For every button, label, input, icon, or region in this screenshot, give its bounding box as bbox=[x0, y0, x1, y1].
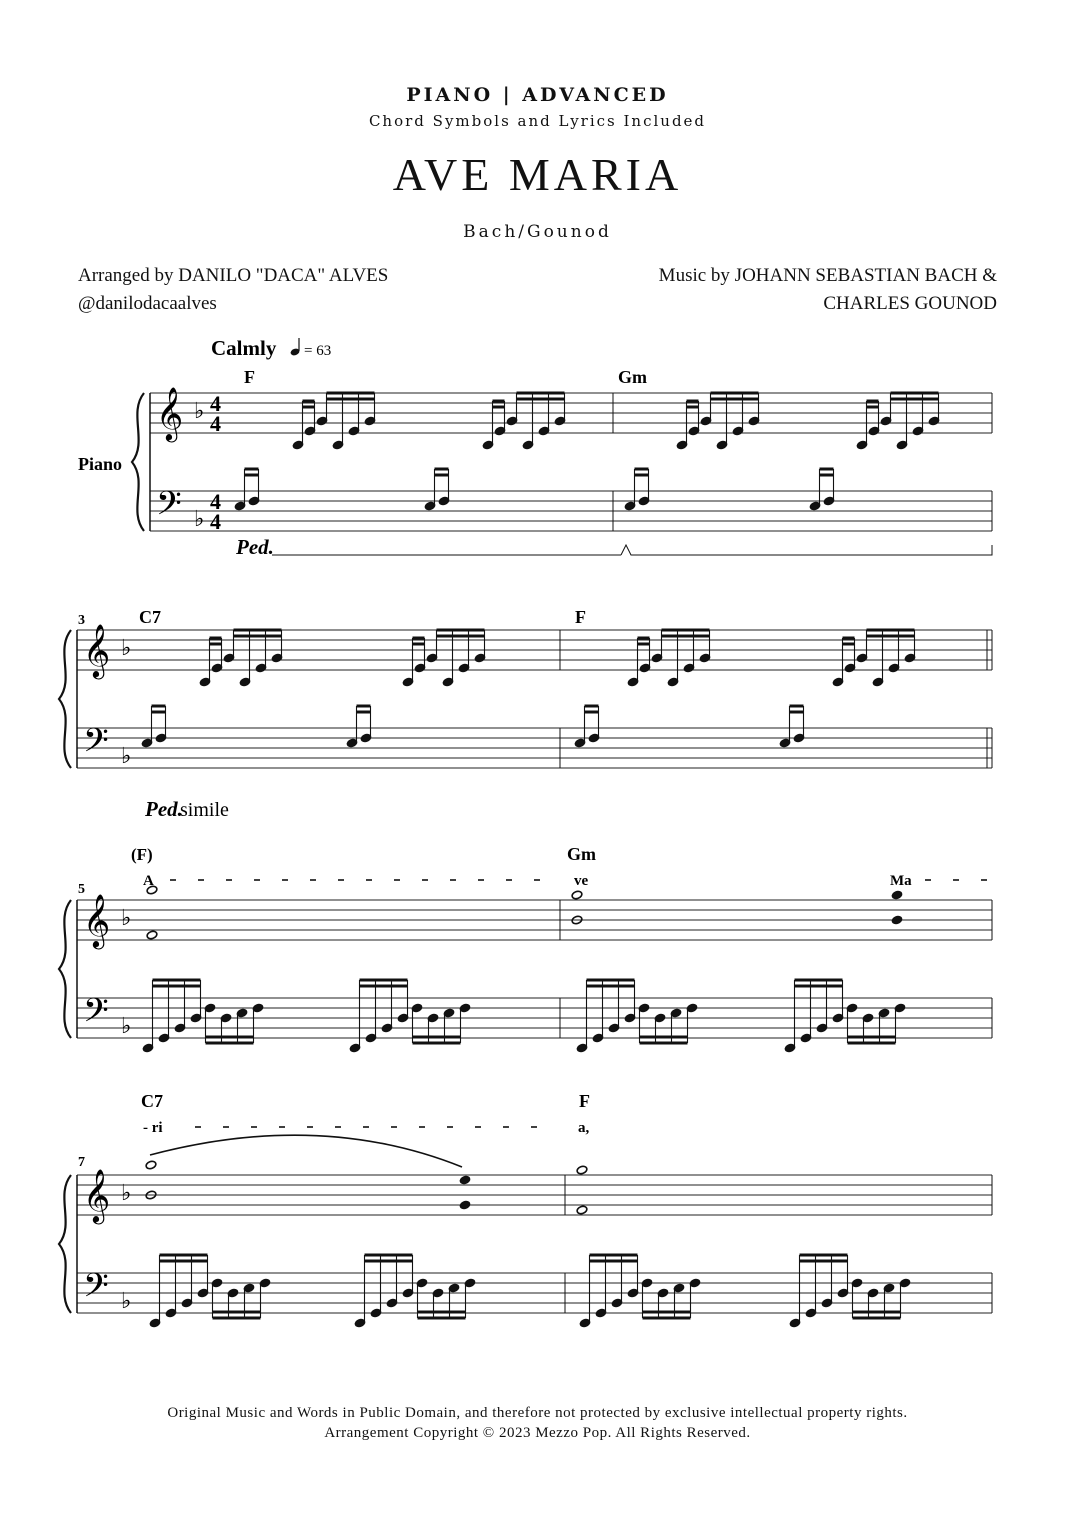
treble-clef-icon: 𝄞 bbox=[83, 625, 111, 676]
lyric-syllable: Ma bbox=[890, 873, 912, 889]
pedal-mark-2: Ped. bbox=[145, 797, 183, 821]
chord-symbol: Gm bbox=[618, 367, 647, 387]
lyric-syllable: A bbox=[143, 873, 154, 889]
measure-number: 3 bbox=[78, 613, 85, 628]
treble-clef-icon: 𝄞 bbox=[83, 895, 111, 946]
flat-icon: ♭ bbox=[121, 1180, 132, 1205]
time-signature: 4 bbox=[210, 509, 221, 534]
bass-clef-icon: 𝄢 bbox=[83, 992, 109, 1037]
song-title: AVE MARIA bbox=[392, 149, 683, 200]
tempo-value: = 63 bbox=[304, 343, 332, 359]
public-domain-notice: Original Music and Words in Public Domain, and therefore not protected by exclusive intellectual property rights. bbox=[167, 1405, 908, 1421]
bass-clef-icon: 𝄢 bbox=[156, 485, 182, 530]
flat-icon: ♭ bbox=[121, 1288, 132, 1313]
bass-clef-icon: 𝄢 bbox=[83, 1267, 109, 1312]
flat-icon: ♭ bbox=[194, 398, 205, 423]
treble-clef-icon: 𝄞 bbox=[156, 388, 184, 439]
time-signature: 4 bbox=[210, 489, 221, 514]
chord-symbol: C7 bbox=[141, 1091, 163, 1111]
copyright-footer bbox=[0, 1403, 1075, 1443]
lyric-syllable: a, bbox=[578, 1120, 590, 1136]
time-signature: 4 bbox=[210, 411, 221, 436]
measure-number: 7 bbox=[78, 1155, 85, 1170]
flat-icon: ♭ bbox=[194, 506, 205, 531]
quarter-note-icon bbox=[290, 338, 301, 357]
measure-number: 5 bbox=[78, 882, 85, 897]
staff-systems bbox=[59, 387, 992, 1328]
arranger-name: Arranged by DANILO "DACA" ALVES bbox=[78, 265, 389, 286]
treble-clef-icon: 𝄞 bbox=[83, 1170, 111, 1221]
flat-icon: ♭ bbox=[121, 905, 132, 930]
arranger-handle: @danilodacaalves bbox=[78, 293, 217, 314]
instrument-label: Piano bbox=[78, 454, 123, 474]
chord-symbol: F bbox=[579, 1091, 590, 1111]
flat-icon: ♭ bbox=[121, 1013, 132, 1038]
chord-symbol: C7 bbox=[139, 607, 161, 627]
composer-line-1: Music by JOHANN SEBASTIAN BACH & bbox=[658, 265, 997, 286]
edition-note: Chord Symbols and Lyrics Included bbox=[368, 112, 707, 130]
time-signature: 4 bbox=[210, 391, 221, 416]
tempo-label: Calmly bbox=[211, 336, 277, 360]
arrangement-copyright: Arrangement Copyright © 2023 Mezzo Pop. All Rights Reserved. bbox=[324, 1425, 751, 1441]
bass-clef-icon: 𝄢 bbox=[83, 722, 109, 767]
flat-icon: ♭ bbox=[121, 635, 132, 660]
chord-symbol: (F) bbox=[131, 845, 153, 864]
composer-line-2: CHARLES GOUNOD bbox=[823, 293, 997, 314]
lyric-syllable: - ri bbox=[143, 1120, 163, 1136]
pedal-mark: Ped. bbox=[236, 535, 274, 559]
pedal-simile: simile bbox=[180, 799, 229, 821]
chord-symbol: F bbox=[244, 367, 255, 387]
song-subtitle: Bach/Gounod bbox=[463, 222, 612, 242]
difficulty-level: PIANO | ADVANCED bbox=[406, 84, 669, 106]
chord-symbol: F bbox=[575, 607, 586, 627]
flat-icon: ♭ bbox=[121, 743, 132, 768]
lyric-syllable: ve bbox=[574, 873, 589, 889]
lyric-extenders bbox=[170, 880, 987, 1127]
chord-symbol: Gm bbox=[567, 844, 596, 864]
